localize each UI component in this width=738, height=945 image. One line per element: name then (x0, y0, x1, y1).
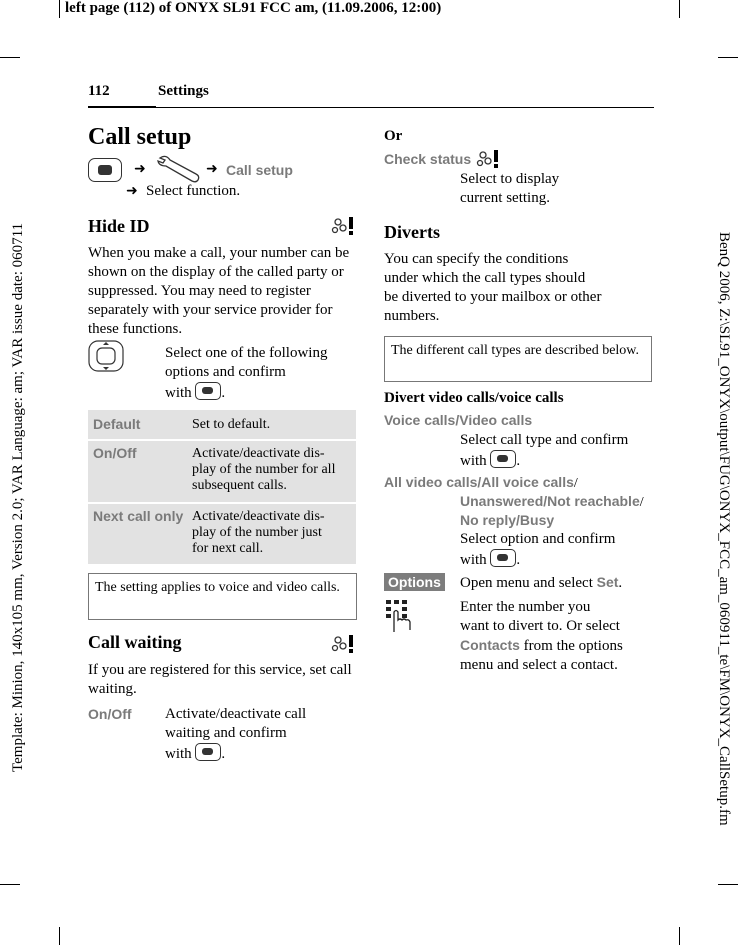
ok-key-icon (490, 450, 516, 468)
voice-video-calls-option: Voice calls/Video calls (384, 412, 533, 428)
select-option-text: Select option and confirm with . (460, 531, 616, 568)
ok-key-icon (195, 382, 221, 400)
hide-id-body: When you make a call, your number can be shown on the display of the called party or suppressed. You may need to register separately with your service provider for these functions. (88, 245, 350, 337)
crop-mark (0, 57, 20, 58)
option-next-call-only: Next call only (93, 508, 184, 524)
keypad-icon (384, 598, 420, 639)
arrow-icon: ➜ (134, 162, 146, 177)
check-status-desc: Select to display current setting. (460, 171, 560, 206)
crop-mark (718, 884, 738, 885)
divert-vv-heading: Divert video calls/voice calls (384, 390, 564, 406)
check-status-label: Check status (384, 151, 472, 167)
call-waiting-desc: Activate/deactivate call waiting and confirm with . (165, 706, 307, 762)
option-description: Activate/deactivate dis- play of the number just for next call. (192, 509, 325, 556)
crop-mark (0, 884, 20, 885)
page-title: Call setup (88, 124, 192, 150)
note-box: The setting applies to voice and video calls. (88, 573, 357, 620)
diverts-heading: Diverts (384, 222, 440, 242)
option-on-off: On/Off (93, 445, 137, 461)
option-default: Default (93, 416, 141, 432)
diverts-note-box: The different call types are described below. (384, 336, 652, 382)
page-number: 112 (88, 83, 110, 99)
enter-number-text: Enter the number you want to divert to. Or select Contacts from the options menu and select a contact. (460, 599, 623, 673)
diverts-body: You can specify the conditions under which the call types should be diverted to your mailbox or other numbers. (384, 251, 602, 324)
side-template-note: Template: Minion, 140x105 mm, Version 2.0; VAR Language: am; VAR issue date: 060711 (10, 222, 26, 772)
section-title: Settings (158, 83, 209, 99)
arrow-icon: ➜ (206, 162, 218, 177)
all-calls-option: All video calls/All voice calls/ (384, 474, 578, 491)
options-softkey: Options (384, 573, 445, 591)
nav-key-icon (88, 340, 124, 377)
running-head: left page (112) of ONYX SL91 FCC am, (11.09.2006, 12:00) (65, 0, 442, 16)
condition-options-2: No reply/Busy (460, 512, 555, 528)
crop-mark (679, 927, 680, 945)
crop-mark (679, 0, 680, 18)
ok-key-icon (490, 549, 516, 567)
network-service-icon (330, 634, 356, 659)
menu-path-item: Call setup (226, 162, 293, 178)
crop-mark (59, 927, 60, 945)
header-rule (156, 107, 654, 108)
ok-key-icon (195, 743, 221, 761)
table-row (88, 441, 356, 502)
hide-id-heading: Hide ID (88, 216, 150, 236)
menu-path (88, 158, 358, 202)
arrow-icon: ➜ (126, 184, 138, 199)
table-row (88, 504, 356, 564)
hide-id-nav-text: Select one of the following options and confirm with . (165, 345, 328, 401)
menu-key-icon (88, 158, 122, 182)
side-file-path: BenQ 2006, Z:\SL91_ONYX\output\FUG\ONYX_FCC_am_060911_te\FM\ONYX_CallSetup.fm (716, 232, 732, 826)
header-rule-thick (88, 106, 156, 108)
option-description: Activate/deactivate dis- play of the number for all subsequent calls. (192, 446, 336, 493)
open-menu-text: Open menu and select Set. (460, 574, 623, 591)
option-description: Set to default. (192, 417, 271, 432)
select-call-type-text: Select call type and confirm with . (460, 432, 629, 469)
crop-mark (718, 57, 738, 58)
network-service-icon (330, 216, 356, 241)
condition-options-1: Unanswered/Not reachable/ (460, 493, 644, 510)
call-waiting-heading: Call waiting (88, 632, 182, 652)
or-label: Or (384, 128, 403, 144)
call-waiting-on-off: On/Off (88, 706, 132, 722)
menu-path-tail: Select function. (146, 183, 241, 199)
table-row (88, 410, 356, 439)
crop-mark (59, 0, 60, 18)
call-waiting-body: If you are registered for this service, set call waiting. (88, 662, 352, 697)
